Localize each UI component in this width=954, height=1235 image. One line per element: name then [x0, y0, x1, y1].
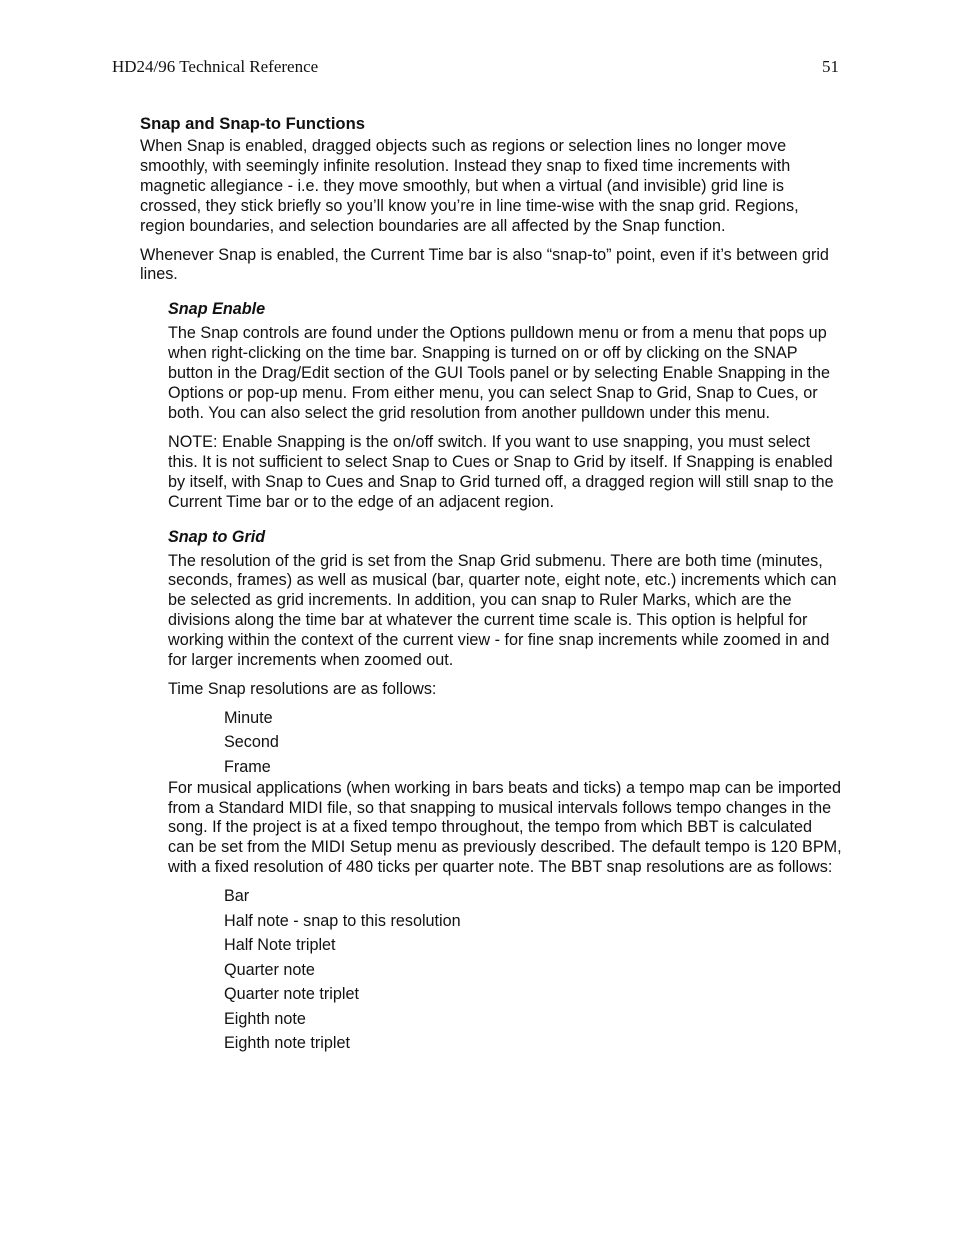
list-item: Quarter note [224, 960, 315, 979]
list-item: Quarter note triplet [224, 985, 359, 1004]
body-paragraph: Time Snap resolutions are as follows: [168, 679, 437, 698]
body-paragraph: Whenever Snap is enabled, the Current Time bar is also “snap-to” point, even if it’s between grid lines. [140, 245, 829, 284]
list-item: Bar [224, 887, 250, 906]
list-item: Eighth note [224, 1009, 306, 1028]
subsection-heading: Snap Enable [168, 300, 266, 319]
body-paragraph: The resolution of the grid is set from the Snap Grid submenu. There are both time (minutes, seconds, frames) as well as musical (bar, quarter note, eight note, etc.) increments which can be selected as grid increments. In addition, you can snap to Ruler Marks, which are the divisions along the time bar at whatever the current time scale is. This option is helpful for working within the context of the current view - for fine snap increments while zoomed in and for larger increments when zoomed out. [168, 551, 837, 670]
note-paragraph: NOTE: Enable Snapping is the on/off switch. If you want to use snapping, you must select this. It is not sufficient to select Snap to Cues or Snap to Grid by itself. If Snapping is enabled by itself, with Snap to Cues and Snap to Grid turned off, a dragged region will still snap to the Current Time bar or to the edge of an adjacent region. [168, 432, 834, 511]
subsection-snap-to-grid [168, 527, 842, 1055]
body-paragraph: When Snap is enabled, dragged objects such as regions or selection lines no longer move smoothly, with seemingly infinite resolution. Instead they snap to fixed time increments with magnetic allegiance - i.e. they move smoothly, but when a virtual (and invisible) grid line is crossed, they stick briefly so you’ll know you’re in line time-wise with the snap grid. Regions, region boundaries, and selection boundaries are all affected by the Snap function. [140, 137, 799, 235]
subsection-snap-enable [168, 299, 842, 512]
list-item: Second [224, 733, 279, 752]
list-item: Eighth note triplet [224, 1034, 350, 1053]
body-paragraph: For musical applications (when working in bars beats and ticks) a tempo map can be imported from a Standard MIDI file, so that snapping to musical intervals follows tempo changes in the song. If the project is at a fixed tempo throughout, the tempo from which BBT is calculated can be set from the MIDI Setup menu as previously described. The default tempo is 120 BPM, with a fixed resolution of 480 ticks per quarter note. The BBT snap resolutions are as follows: [168, 778, 842, 877]
list-item: Minute [224, 708, 273, 727]
document-title: HD24/96 Technical Reference [112, 57, 319, 76]
section-heading: Snap and Snap-to Functions [140, 114, 365, 133]
body-paragraph: The Snap controls are found under the Options pulldown menu or from a menu that pops up when right-clicking on the time bar. Snapping is turned on or off by clicking on the SNAP button in the Drag/Edit section of the GUI Tools panel or by selecting Enable Snapping in the Options or pop-up menu. From either menu, you can select Snap to Grid, Snap to Cues, or both. You can also select the grid resolution from another pulldown under this menu. [168, 324, 831, 422]
list-item: Half Note triplet [224, 936, 336, 955]
subsection-heading: Snap to Grid [168, 527, 266, 546]
bbt-resolution-list [224, 887, 842, 1054]
list-item: Half note - snap to this resolution [224, 911, 461, 930]
page-number: 51 [822, 57, 839, 76]
list-item: Frame [224, 758, 271, 777]
time-resolution-list [224, 709, 842, 778]
page-content [140, 113, 842, 1059]
